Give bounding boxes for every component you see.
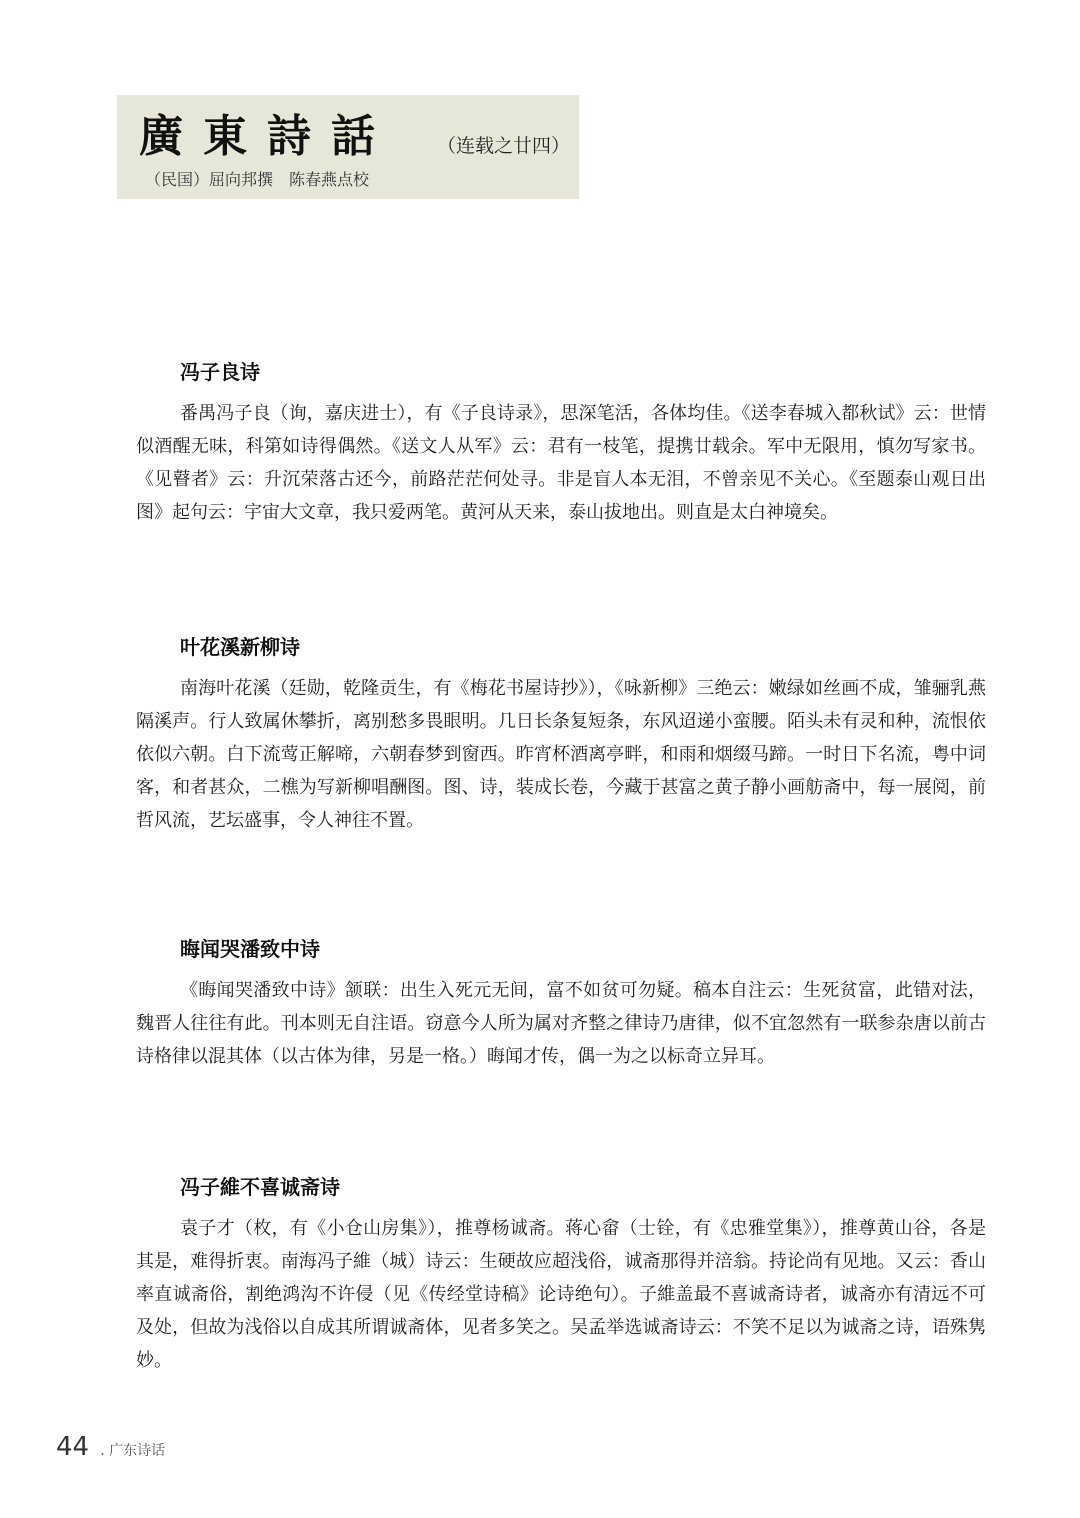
section-heading: 冯子維不喜诚斋诗 bbox=[180, 1175, 340, 1199]
page-footer bbox=[56, 1432, 165, 1462]
serial-label: （连载之廿四） bbox=[437, 135, 571, 157]
section-heading: 晦闻哭潘致中诗 bbox=[180, 937, 320, 961]
page-title: 廣東詩話 bbox=[139, 111, 395, 162]
section-body: 袁子才（枚，有《小仓山房集》），推尊杨诚斋。蒋心畲（士铨，有《忠雅堂集》），推尊黄山谷，各是其是，难得折衷。南海冯子維（城）诗云：生硬故应超浅俗，诚斋那得并涪翁。持论尚有见地。又云：香山率直诚斋俗，割绝鸿沟不许侵（见《传经堂诗稿》论诗绝句）。子維盖最不喜诚斋诗者，诚斋亦有清远不可及处，但故为浅俗以自成其所谓诚斋体，见者多笑之。吴孟举选诚斋诗云：不笑不足以为诚斋之诗，语殊隽妙。 bbox=[136, 1218, 986, 1371]
article-section bbox=[136, 1172, 986, 1377]
section-heading: 冯子良诗 bbox=[180, 360, 260, 384]
section-body: 南海叶花溪（廷勋，乾隆贡生，有《梅花书屋诗抄》），《咏新柳》三绝云：嫩绿如丝画不成，雏骊乳燕隔溪声。行人致属休攀折，离别愁多畏眼明。几日长条复短条，东风迢递小蛮腰。陌头未有灵和种，流恨依依似六朝。白下流莺正解啼，六朝春梦到窗西。昨宵杯酒离亭畔，和雨和烟缀马蹄。一时日下名流，粤中词客，和者甚众，二樵为写新柳唱酬图。图、诗，装成长卷，今藏于甚富之黄子静小画舫斋中，每一展阅，前哲风流，艺坛盛事，令人神往不置。 bbox=[136, 678, 986, 831]
author-byline: （民国）屈向邦撰 陈春燕点校 bbox=[145, 170, 370, 189]
page-number: 44 bbox=[56, 1432, 90, 1462]
running-title: . 广东诗话 bbox=[100, 1443, 166, 1459]
article-section bbox=[136, 934, 986, 1073]
title-banner bbox=[117, 95, 579, 199]
article-section bbox=[136, 357, 986, 529]
section-heading: 叶花溪新柳诗 bbox=[180, 635, 300, 659]
section-body: 《晦闻哭潘致中诗》颔联：出生入死元无间，富不如贫可勿疑。稿本自注云：生死贫富，此错对法，魏晋人往往有此。刊本则无自注语。窃意今人所为属对齐整之律诗乃唐律，似不宜忽然有一联参杂唐以前古诗格律以混其体（以古体为律，另是一格。）晦闻才传，偶一为之以标奇立异耳。 bbox=[136, 980, 986, 1067]
section-body: 番禺冯子良（询，嘉庆进士），有《子良诗录》，思深笔活，各体均佳。《送李春城入都秋试》云：世情似酒醒无味，科第如诗得偶然。《送文人从军》云：君有一枝笔，提携廿载余。军中无限用，慎勿写家书。《见瞽者》云：升沉荣落古还今，前路茫茫何处寻。非是盲人本无泪，不曾亲见不关心。《至题泰山观日出图》起句云：宇宙大文章，我只爱两笔。黄河从天来，泰山拔地出。则直是太白神境矣。 bbox=[136, 403, 986, 523]
article-section bbox=[136, 632, 986, 837]
